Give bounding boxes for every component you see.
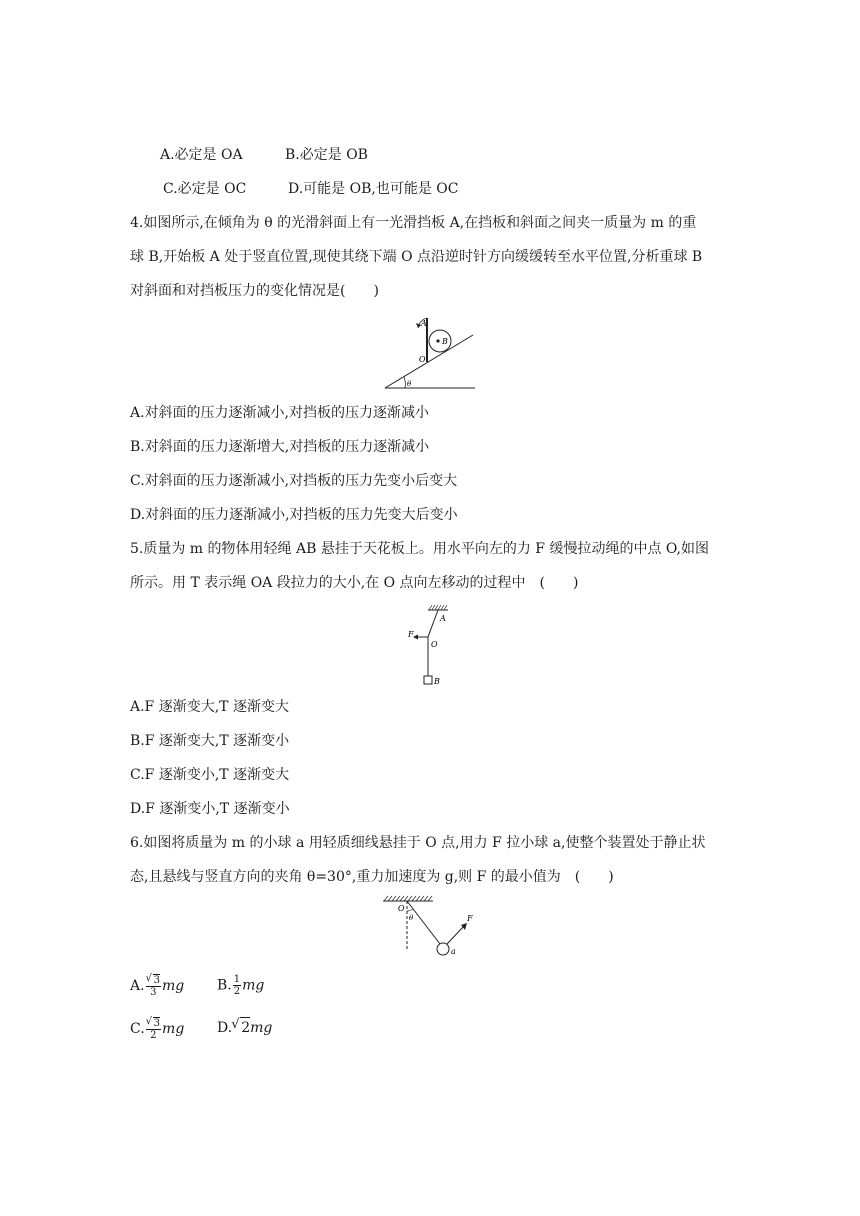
q6-option-b-suffix: mg: [242, 977, 265, 994]
q6-option-b-prefix: B.: [217, 977, 232, 994]
q4-label-b: B: [442, 337, 448, 346]
q4-label-o: O: [419, 355, 426, 364]
q3-option-a: A.必定是 OA: [160, 147, 243, 163]
q4-stem-line3: 对斜面和对挡板压力的变化情况是( ): [130, 283, 379, 299]
q4-option-b: B.对斜面的压力逐渐增大,对挡板的压力逐渐减小: [130, 439, 430, 455]
q5-label-b: B: [434, 677, 440, 686]
q4-option-c: C.对斜面的压力逐渐减小,对挡板的压力先变小后变大: [130, 473, 458, 489]
q4-stem-line1: 4.如图所示,在倾角为 θ 的光滑斜面上有一光滑挡板 A,在挡板和斜面之间夹一质量为 m 的重: [130, 215, 697, 231]
q6-pendulum-figure: [378, 893, 478, 963]
q5-option-b: B.F 逐渐变大,T 逐渐变小: [130, 733, 290, 749]
q4-option-a: A.对斜面的压力逐渐减小,对挡板的压力逐渐减小: [130, 405, 430, 421]
q5-label-o: O: [431, 640, 438, 649]
q6-option-c-suffix: mg: [162, 1021, 185, 1037]
q6-option-c-den: 2: [150, 1030, 157, 1041]
q5-option-d: D.F 逐渐变小,T 逐渐变小: [130, 801, 290, 817]
q6-label-f: F: [467, 914, 473, 923]
q5-option-c: C.F 逐渐变小,T 逐渐变大: [130, 767, 290, 783]
q3-option-c: C.必定是 OC: [163, 181, 247, 197]
q6-option-c: [130, 1017, 184, 1041]
q6-option-a-suffix: mg: [161, 978, 185, 994]
q6-option-c-fraction: [146, 1017, 161, 1041]
q5-label-a: A: [440, 614, 446, 623]
q6-option-a-den: 3: [150, 987, 157, 998]
q6-option-d-suffix: mg: [250, 1020, 273, 1036]
q4-stem-line2: 球 B,开始板 A 处于竖直位置,现使其绕下端 O 点沿逆时针方向缓缓转至水平位置,分析重球 B: [130, 249, 703, 265]
q6-option-a-prefix: A.: [130, 978, 145, 994]
q4-label-a: A: [421, 319, 427, 328]
q6-option-b-num: 1: [233, 974, 241, 985]
q4-label-theta: θ: [407, 380, 412, 388]
q4-incline-figure: [380, 310, 480, 392]
q4-option-d: D.对斜面的压力逐渐减小,对挡板的压力先变大后变小: [130, 507, 458, 523]
q6-option-b-den: 2: [233, 986, 241, 997]
q6-label-a: a: [451, 947, 456, 956]
q6-stem-line2: 态,且悬线与竖直方向的夹角 θ=30°,重力加速度为 g,则 F 的最小值为 ( ): [130, 869, 614, 885]
q6-option-a-num: √ 3: [153, 974, 160, 986]
q3-option-b: B.必定是 OB: [285, 147, 368, 163]
q5-stem-line1: 5.质量为 m 的物体用轻绳 AB 悬挂于天花板上。用水平向左的力 F 缓慢拉动绳的中点 O,如图: [130, 541, 710, 557]
q6-option-d-prefix: D.: [217, 1020, 233, 1036]
q6-option-a-fraction: [146, 974, 161, 998]
q5-stem-line2: 所示。用 T 表示绳 OA 段拉力的大小,在 O 点向左移动的过程中 ( ): [130, 575, 579, 591]
q6-option-d: [217, 1017, 272, 1038]
q3-option-d: D.可能是 OB,也可能是 OC: [288, 181, 459, 197]
q6-option-c-prefix: C.: [130, 1021, 145, 1037]
q5-label-f: F: [408, 630, 414, 639]
q6-label-o: O: [398, 904, 405, 913]
q6-stem-line1: 6.如图将质量为 m 的小球 a 用轻质细线悬挂于 O 点,用力 F 拉小球 a,使整个装置处于静止状: [130, 835, 706, 851]
q6-option-b-fraction: [233, 974, 241, 997]
q5-rope-figure: [400, 604, 460, 686]
q6-label-theta: θ: [409, 914, 414, 922]
q5-option-a: A.F 逐渐变大,T 逐渐变大: [130, 699, 289, 715]
q6-option-a: [130, 974, 184, 998]
q6-option-c-num: √ 3: [153, 1017, 160, 1029]
q6-option-b: [217, 974, 264, 997]
q6-option-d-rad: √ 2: [240, 1017, 250, 1038]
